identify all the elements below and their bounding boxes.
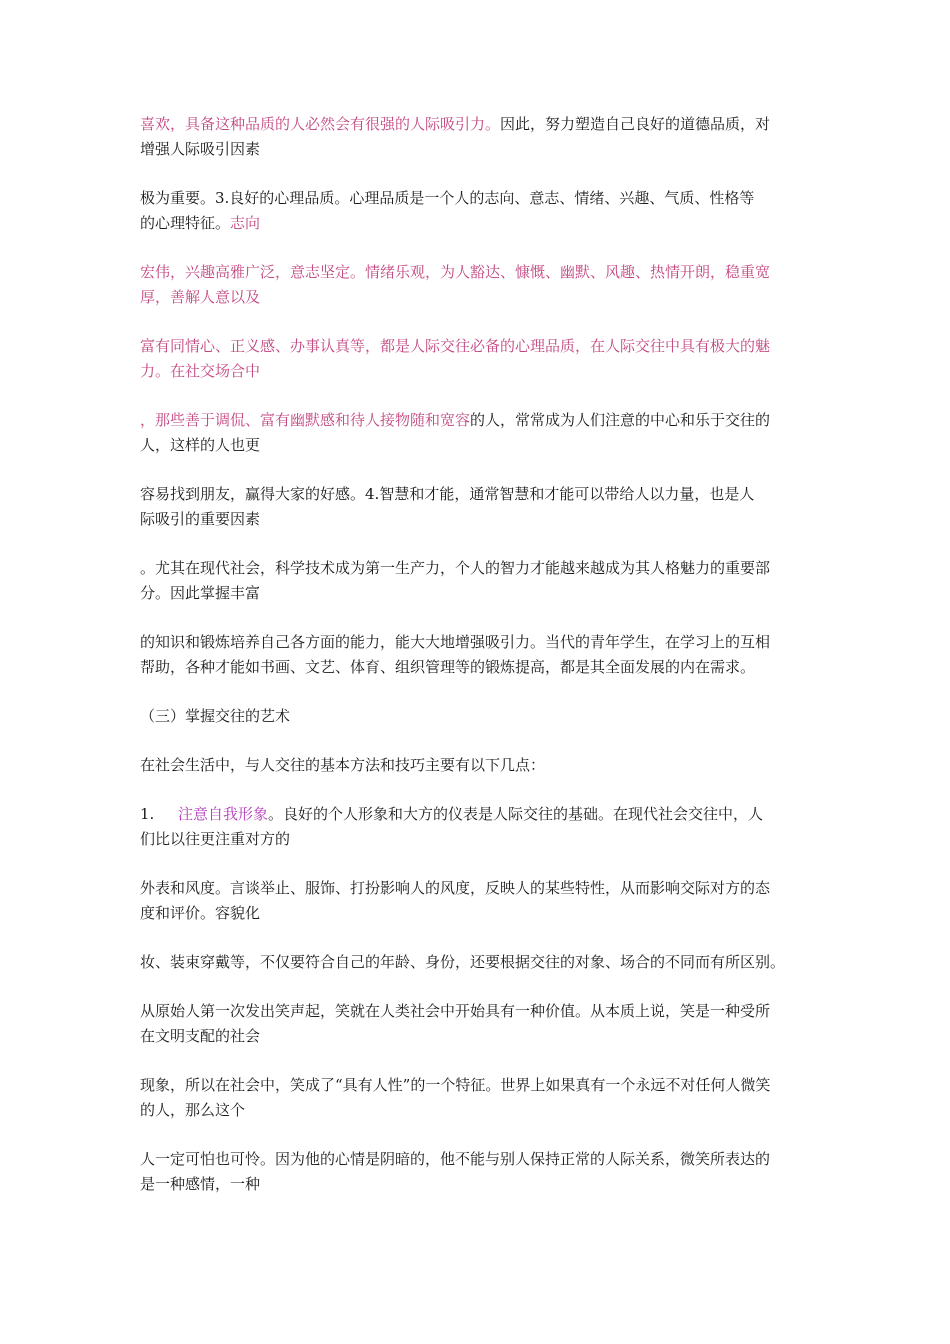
text-run: 极为重要。3.良好的心理品质。心理品质是一个人的志向、意志、情绪、兴趣、气质、性格等 — [140, 189, 755, 207]
text-run: 增强人际吸引因素 — [140, 140, 261, 158]
text-run: 在文明支配的社会 — [140, 1027, 261, 1045]
text-run: ，那些善于调侃、富有幽默感和待人接物随和宽容 — [140, 411, 471, 429]
text-run: 现象，所以在社会中，笑成了“具有人性”的一个特征。世界上如果真有一个永远不对任何人微笑 — [140, 1076, 771, 1094]
text-run: 分。因此掌握丰富 — [140, 584, 261, 602]
text-run: 的知识和锻炼培养自己各方面的能力，能大大地增强吸引力。当代的青年学生，在学习上的互相 — [140, 633, 771, 651]
text-run: 的人，常常成为人们注意的中心和乐于交往的 — [470, 411, 771, 429]
text-line — [140, 802, 830, 827]
paragraph — [140, 556, 830, 606]
text-line — [140, 950, 830, 975]
text-line — [140, 581, 830, 606]
text-line — [140, 408, 830, 433]
text-run: 因此，努力塑造自己良好的道德品质，对 — [500, 115, 771, 133]
paragraph — [140, 1073, 830, 1123]
text-run: 们比以往更注重对方的 — [140, 830, 291, 848]
text-run: 帮助，各种才能如书画、文艺、体育、组织管理等的锻炼提高，都是其全面发展的内在需求。 — [140, 658, 756, 676]
text-line — [140, 507, 830, 532]
text-line — [140, 1172, 830, 1197]
text-run: 注意自我形象 — [178, 805, 269, 823]
paragraph — [140, 482, 830, 532]
text-line — [140, 999, 830, 1024]
paragraph — [140, 704, 830, 729]
text-run: 。良好的个人形象和大方的仪表是人际交往的基础。在现代社会交往中，人 — [268, 805, 764, 823]
text-line — [140, 359, 830, 384]
text-run: 际吸引的重要因素 — [140, 510, 261, 528]
text-line — [140, 753, 830, 778]
text-line — [140, 630, 830, 655]
text-line — [140, 334, 830, 359]
text-run: 从原始人第一次发出笑声起，笑就在人类社会中开始具有一种价值。从本质上说，笑是一种受所 — [140, 1002, 771, 1020]
text-run: 人一定可怕也可怜。因为他的心情是阴暗的，他不能与别人保持正常的人际关系，微笑所表达的 — [140, 1150, 771, 1168]
document-body — [140, 112, 830, 1221]
text-line — [140, 901, 830, 926]
paragraph — [140, 112, 830, 162]
paragraph — [140, 334, 830, 384]
text-line — [140, 1073, 830, 1098]
text-line — [140, 112, 830, 137]
text-run: 妆、装束穿戴等，不仅要符合自己的年龄、身份，还要根据交往的对象、场合的不同而有所区别。 — [140, 953, 786, 971]
text-run: 容易找到朋友，赢得大家的好感。4.智慧和才能，通常智慧和才能可以带给人以力量，也是人 — [140, 485, 755, 503]
paragraph — [140, 408, 830, 458]
text-line — [140, 211, 830, 236]
paragraph — [140, 630, 830, 680]
text-run: 是一种感情，一种 — [140, 1175, 261, 1193]
text-run: 的人，那么这个 — [140, 1101, 246, 1119]
paragraph — [140, 950, 830, 975]
paragraph — [140, 260, 830, 310]
text-line — [140, 482, 830, 507]
text-run: （三）掌握交往的艺术 — [140, 707, 291, 725]
text-line — [140, 1098, 830, 1123]
text-line — [140, 260, 830, 285]
paragraph — [140, 802, 830, 852]
text-line — [140, 285, 830, 310]
list-number: 1. — [140, 805, 155, 823]
text-line — [140, 556, 830, 581]
text-run: 度和评价。容貌化 — [140, 904, 261, 922]
text-line — [140, 704, 830, 729]
paragraph — [140, 1147, 830, 1197]
text-run: 在社会生活中，与人交往的基本方法和技巧主要有以下几点： — [140, 756, 546, 774]
text-line — [140, 876, 830, 901]
paragraph — [140, 876, 830, 926]
text-line — [140, 433, 830, 458]
text-run: 。尤其在现代社会，科学技术成为第一生产力，个人的智力才能越来越成为其人格魅力的重要部 — [140, 559, 771, 577]
paragraph — [140, 753, 830, 778]
text-run: 志向 — [230, 214, 261, 232]
paragraph — [140, 186, 830, 236]
text-run: 人，这样的人也更 — [140, 436, 261, 454]
text-run: 的心理特征。 — [140, 214, 231, 232]
text-run: 外表和风度。言谈举止、服饰、打扮影响人的风度，反映人的某些特性，从而影响交际对方的态 — [140, 879, 771, 897]
text-line — [140, 137, 830, 162]
text-line — [140, 1147, 830, 1172]
text-line — [140, 655, 830, 680]
paragraph — [140, 999, 830, 1049]
text-line — [140, 1024, 830, 1049]
text-run: 宏伟，兴趣高雅广泛，意志坚定。情绪乐观，为人豁达、慷慨、幽默、风趣、热情开朗，稳重宽 — [140, 263, 771, 281]
text-line — [140, 827, 830, 852]
text-run: 喜欢，具备这种品质的人必然会有很强的人际吸引力。 — [140, 115, 501, 133]
text-run: 力。在社交场合中 — [140, 362, 261, 380]
text-run: 厚，善解人意以及 — [140, 288, 261, 306]
text-run: 富有同情心、正义感、办事认真等，都是人际交往必备的心理品质，在人际交往中具有极大的魅 — [140, 337, 771, 355]
text-line — [140, 186, 830, 211]
